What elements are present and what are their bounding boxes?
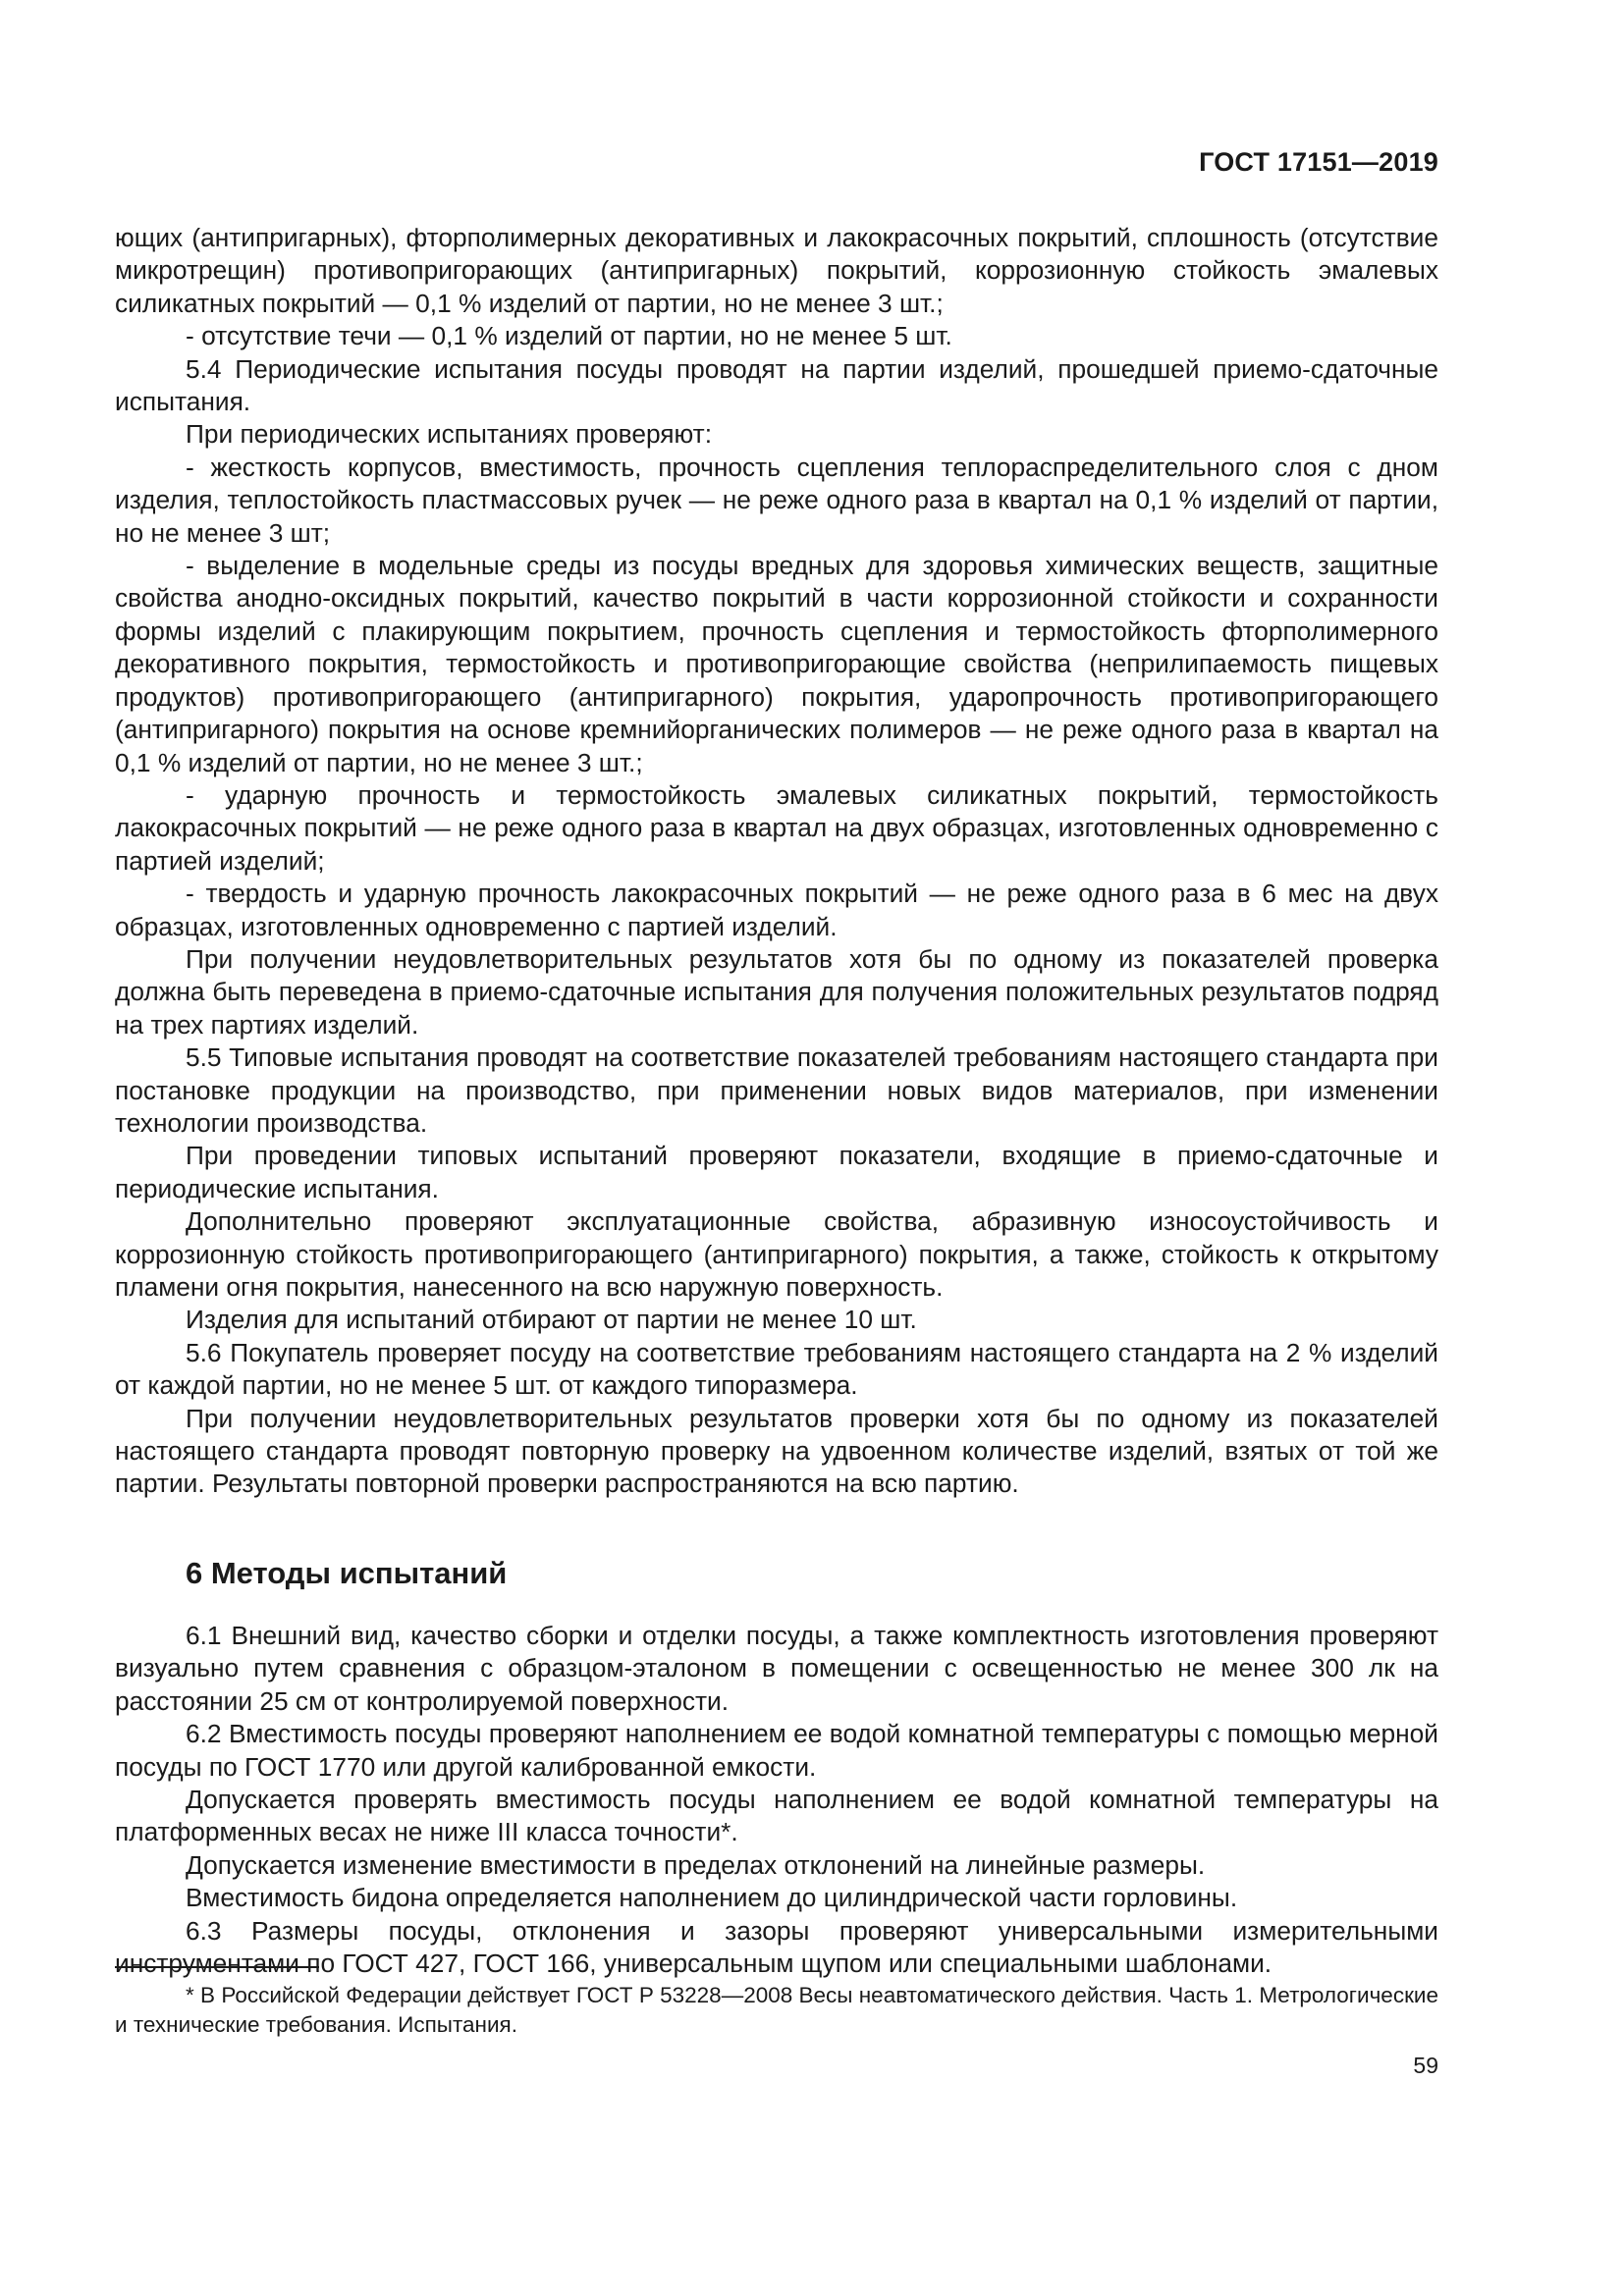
body-text-section-6 <box>115 1620 1438 1980</box>
footnote-divider <box>115 1966 319 1968</box>
page-number: 59 <box>1413 2053 1438 2078</box>
paragraph: - отсутствие течи — 0,1 % изделий от партии, но не менее 5 шт. <box>186 321 952 351</box>
paragraph: 6.3 Размеры посуды, отклонения и зазоры проверяют универсальными измерительными инструментами по ГОСТ 427, ГОСТ 166, универсальным щупом или специальными шаблонами. <box>115 1915 1438 1979</box>
paragraph: При проведении типовых испытаний проверяют показатели, входящие в приемо-сдаточные и периодические испытания. <box>115 1141 1438 1203</box>
document-header-id: ГОСТ 17151—2019 <box>1199 147 1438 177</box>
footnote <box>115 1981 1438 2040</box>
paragraph: Вместимость бидона определяется наполнением до цилиндрической части горловины. <box>186 1883 1238 1913</box>
paragraph: 6.2 Вместимость посуды проверяют наполнением ее водой комнатной температуры с помощью мерной посуды по ГОСТ 1770 или другой калиброванной емкости. <box>115 1719 1438 1782</box>
paragraph: Изделия для испытаний отбирают от партии не менее 10 шт. <box>186 1305 917 1335</box>
paragraph: При получении неудовлетворительных результатов хотя бы по одному из показателей проверка должна быть переведена в приемо-сдаточные испытания для получения положительных результатов подряд на трех партиях изделий. <box>115 943 1438 1040</box>
paragraph: - жесткость корпусов, вместимость, прочность сцепления теплораспределительного слоя с дном изделия, теплостойкость пластмассовых ручек — не реже одного раза в квартал на 0,1 % изделий от партии, но не менее 3 шт; <box>115 452 1438 548</box>
paragraph: Допускается проверять вместимость посуды наполнением ее водой комнатной температуры на платформенных весах не ниже III класса точности*. <box>115 1785 1438 1847</box>
paragraph: При получении неудовлетворительных результатов проверки хотя бы по одному из показателей настоящего стандарта проводят повторную проверку на удвоенном количестве изделий, взятых от той же партии. Результаты повторной проверки распространяются на всю партию. <box>115 1403 1438 1499</box>
body-text-top <box>115 222 1438 1501</box>
paragraph: - ударную прочность и термостойкость эмалевых силикатных покрытий, термостойкость лакокрасочных покрытий — не реже одного раза в квартал на двух образцах, изготовленных одновременно с партией изделий; <box>115 779 1438 876</box>
paragraph: - твердость и ударную прочность лакокрасочных покрытий — не реже одного раза в 6 мес на двух образцах, изготовленных одновременно с партией изделий. <box>115 879 1438 941</box>
paragraph: 5.6 Покупатель проверяет посуду на соответствие требованиям настоящего стандарта на 2 % изделий от каждой партии, но не менее 5 шт. от каждого типоразмера. <box>115 1337 1438 1401</box>
paragraph: 5.5 Типовые испытания проводят на соответствие показателей требованиям настоящего стандарта при постановке продукции на производство, при применении новых видов материалов, при изменении технологии производства. <box>115 1042 1438 1138</box>
footnote-text: * В Российской Федерации действует ГОСТ Р 53228—2008 Весы неавтоматического действия. Часть 1. Метрологические и технические требования. Испытания. <box>115 1983 1438 2037</box>
paragraph: ющих (антипригарных), фторполимерных декоративных и лакокрасочных покрытий, сплошность (отсутствие микротрещин) противопригорающих (антипригарных) покрытий, коррозионную стойкость эмалевых силикатных покрытий — 0,1 % изделий от партии, но не менее 3 шт.; <box>115 223 1438 318</box>
paragraph: - выделение в модельные среды из посуды вредных для здоровья химических веществ, защитные свойства анодно-оксидных покрытий, качество покрытий в части коррозионной стойкости и сохранности формы изделий с плакирующим покрытием, прочность сцепления и термостойкость фторполимерного декоративного покрытия, термостойкость и противопригорающие свойства (неприлипаемость пищевых продуктов) противопригорающего (антипригарного) покрытия, ударопрочность противопригорающего (антипригарного) покрытия на основе кремнийорганических полимеров — не реже одного раза в квартал на 0,1 % изделий от партии, но не менее 3 шт.; <box>115 551 1438 777</box>
paragraph: Дополнительно проверяют эксплуатационные свойства, абразивную износоустойчивость и коррозионную стойкость противопригорающего (антипригарного) покрытия, а также, стойкость к открытому пламени огня покрытия, нанесенного на всю наружную поверхность. <box>115 1206 1438 1302</box>
paragraph: При периодических испытаниях проверяют: <box>186 419 713 450</box>
paragraph: Допускается изменение вместимости в пределах отклонений на линейные размеры. <box>186 1849 1206 1880</box>
paragraph: 6.1 Внешний вид, качество сборки и отделки посуды, а также комплектность изготовления проверяют визуально путем сравнения с образцом-эталоном в помещении с освещенностью не менее 300 лк на расстоянии 25 см от контролируемой поверхности. <box>115 1621 1438 1716</box>
paragraph: 5.4 Периодические испытания посуды проводят на партии изделий, прошедшей приемо-сдаточные испытания. <box>115 353 1438 417</box>
section-heading: 6 Методы испытаний <box>186 1556 508 1590</box>
